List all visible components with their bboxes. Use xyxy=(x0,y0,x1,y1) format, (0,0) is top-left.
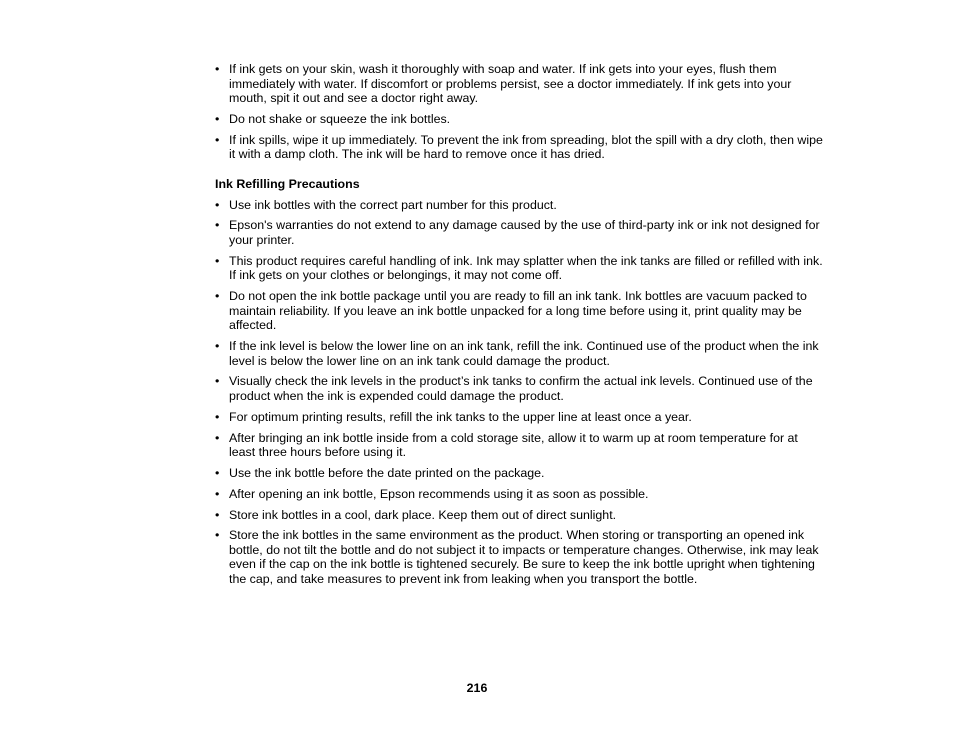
list-item-text: Do not open the ink bottle package until you are ready to fill an ink tank. Ink bottles are vacuum packed to maintain reliability. If you leave an ink bottle unpacked for a long time before using it, print quality may be affected. xyxy=(229,289,807,333)
bullet-marker: • xyxy=(215,507,220,522)
bullet-marker: • xyxy=(215,528,220,543)
list-item-text: Visually check the ink levels in the product’s ink tanks to confirm the actual ink levels. Continued use of the product when the ink is expended could damage the product. xyxy=(229,374,813,403)
list-item-text: Store the ink bottles in the same environment as the product. When storing or transporting an opened ink bottle, do not tilt the bottle and do not subject it to impacts or temperature changes. Otherwise, ink may leak even if the cap on the ink bottle is tightened securely. Be sure to keep the ink bottle upright when tightening the cap, and take measures to prevent ink from leaking when you transport the bottle. xyxy=(229,528,819,587)
list-item-text: Epson's warranties do not extend to any damage caused by the use of third-party ink or ink not designed for your printer. xyxy=(229,218,820,247)
list-item xyxy=(215,62,825,106)
bullet-marker: • xyxy=(215,197,220,212)
bullet-marker: • xyxy=(215,486,220,501)
list-item-text: Use ink bottles with the correct part number for this product. xyxy=(229,197,557,212)
bullet-marker: • xyxy=(215,409,220,424)
list-item-text: After bringing an ink bottle inside from a cold storage site, allow it to warm up at room temperature for at least three hours before using it. xyxy=(229,430,798,460)
list-item xyxy=(215,431,825,460)
bullet-marker: • xyxy=(215,62,220,76)
list-item xyxy=(215,528,825,586)
list-item-text: If ink gets on your skin, wash it thoroughly with soap and water. If ink gets into your eyes, flush them immediately with water. If discomfort or problems persist, see a doctor immediately. If ink gets into your mouth, spit it out and see a doctor right away. xyxy=(229,62,792,106)
list-item xyxy=(215,508,825,523)
bullet-marker: • xyxy=(215,218,220,233)
list-item-text: Do not shake or squeeze the ink bottles. xyxy=(229,111,451,126)
bullet-marker: • xyxy=(215,253,220,268)
list-item xyxy=(215,339,825,368)
list-item xyxy=(215,112,825,127)
list-item xyxy=(215,218,825,247)
top-bullet-list xyxy=(215,62,825,162)
bullet-marker: • xyxy=(215,465,220,480)
precautions-bullet-list xyxy=(215,198,825,587)
list-item xyxy=(215,133,825,162)
bullet-marker: • xyxy=(215,430,220,445)
list-item-text: This product requires careful handling of ink. Ink may splatter when the ink tanks are filled or refilled with ink. If ink gets on your clothes or belongings, it may not come off. xyxy=(229,253,823,283)
list-item-text: For optimum printing results, refill the ink tanks to the upper line at least once a year. xyxy=(229,409,692,424)
bullet-marker: • xyxy=(215,111,220,126)
list-item-text: After opening an ink bottle, Epson recommends using it as soon as possible. xyxy=(229,486,649,501)
list-item xyxy=(215,487,825,502)
bullet-marker: • xyxy=(215,289,220,304)
list-item-text: If the ink level is below the lower line on an ink tank, refill the ink. Continued use of the product when the ink level is below the lower line on an ink tank could damage the product. xyxy=(229,339,819,368)
list-item xyxy=(215,254,825,283)
list-item xyxy=(215,198,825,213)
page-content xyxy=(215,62,825,593)
list-item-text: If ink spills, wipe it up immediately. To prevent the ink from spreading, blot the spill with a dry cloth, then wipe it with a damp cloth. The ink will be hard to remove once it has dried. xyxy=(229,132,823,162)
list-item xyxy=(215,410,825,425)
list-item xyxy=(215,374,825,403)
bullet-marker: • xyxy=(215,374,220,389)
bullet-marker: • xyxy=(215,132,220,147)
page-number: 216 xyxy=(466,681,488,695)
list-item xyxy=(215,466,825,481)
list-item-text: Use the ink bottle before the date printed on the package. xyxy=(229,465,545,480)
bullet-marker: • xyxy=(215,339,220,354)
section-heading: Ink Refilling Precautions xyxy=(215,176,360,191)
list-item xyxy=(215,289,825,333)
list-item-text: Store ink bottles in a cool, dark place. Keep them out of direct sunlight. xyxy=(229,507,617,522)
